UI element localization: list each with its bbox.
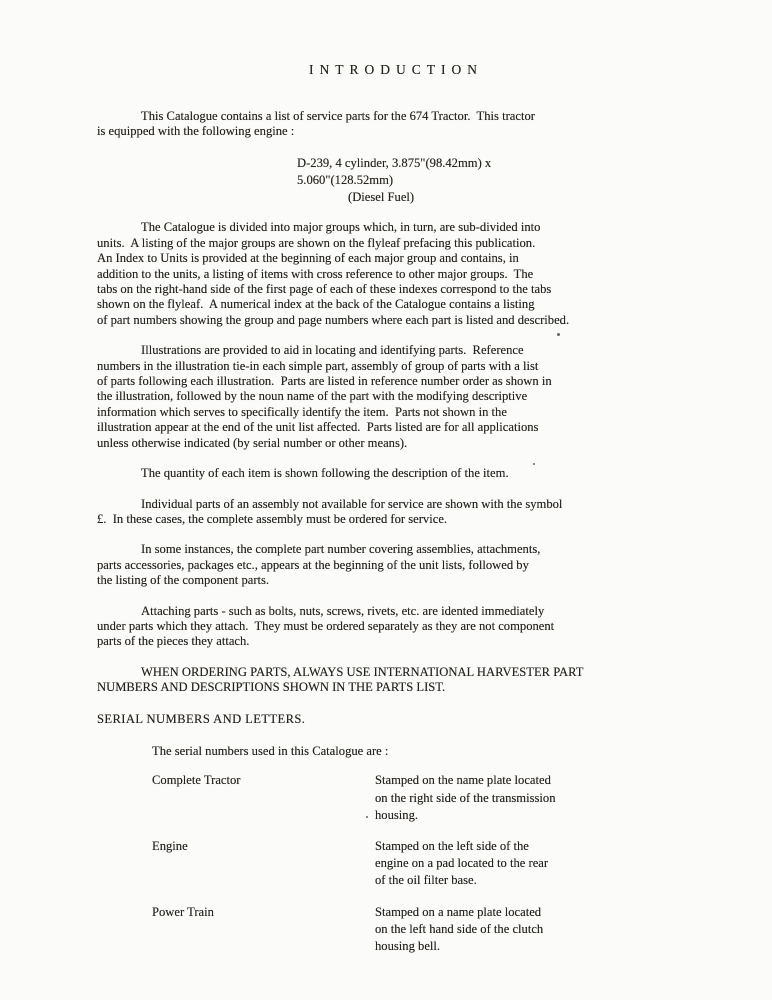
serial-item-description <box>375 772 556 824</box>
engine-spec-line: 5.060"(128.52mm) <box>297 173 394 188</box>
text-line: housing bell. <box>375 939 441 954</box>
serial-item-description <box>375 838 548 890</box>
paragraph-complete-part-number <box>97 542 677 588</box>
text-line: of part numbers showing the group and page numbers where each part is listed and described. <box>97 312 570 327</box>
scan-speck <box>557 333 560 336</box>
engine-spec-line: D-239, 4 cylinder, 3.875"(98.42mm) x <box>297 155 492 170</box>
paragraph-intro <box>97 109 677 140</box>
text-line: parts accessories, packages etc., appears at the beginning of the unit lists, followed by <box>97 557 529 572</box>
serial-section-intro: The serial numbers used in this Catalogue are : <box>152 743 389 758</box>
serial-item-description <box>375 904 543 956</box>
serial-table <box>152 772 677 955</box>
text-line: parts of the pieces they attach. <box>97 634 250 649</box>
engine-spec-line: (Diesel Fuel) <box>348 190 415 205</box>
text-line: on the left hand side of the clutch <box>375 921 544 936</box>
text-line: Stamped on the name plate located <box>375 773 551 788</box>
text-line: In some instances, the complete part number covering assemblies, attachments, <box>141 542 541 557</box>
serial-table-row <box>152 838 677 890</box>
text-line: information which serves to specifically identify the item. Parts not shown in the <box>97 404 507 419</box>
text-line: under parts which they attach. They must be ordered separately as they are not component <box>97 618 555 633</box>
text-line: tabs on the right-hand side of the first page of each of these indexes correspond to the tabs <box>97 282 552 297</box>
text-line: engine on a pad located to the rear <box>375 856 549 871</box>
paragraph-illustrations <box>97 343 677 451</box>
text-line: unless otherwise indicated (by serial number or other means). <box>97 435 408 450</box>
text-line: An Index to Units is provided at the beginning of each major group and contains, in <box>97 251 519 266</box>
text-line: £. In these cases, the complete assembly must be ordered for service. <box>97 511 448 526</box>
text-line: Illustrations are provided to aid in locating and identifying parts. Reference <box>141 343 524 358</box>
serial-item-label: Complete Tractor <box>152 773 241 788</box>
text-line: The quantity of each item is shown following the description of the item. <box>141 466 509 481</box>
serial-section-heading: SERIAL NUMBERS AND LETTERS. <box>97 711 306 726</box>
text-line: units. A listing of the major groups are shown on the flyleaf prefacing this publication. <box>97 235 536 250</box>
serial-item-label: Power Train <box>152 904 214 919</box>
text-line: of the oil filter base. <box>375 873 477 888</box>
text-line: the listing of the component parts. <box>97 573 270 588</box>
paragraph-quantity <box>97 466 677 481</box>
paragraph-catalogue-structure <box>97 220 677 328</box>
text-line: on the right side of the transmission <box>375 790 556 805</box>
text-line: Attaching parts - such as bolts, nuts, screws, rivets, etc. are idented immediately <box>141 603 545 618</box>
text-line: addition to the units, a listing of items with cross reference to other major groups. The <box>97 266 534 281</box>
text-line: shown on the flyleaf. A numerical index at the back of the Catalogue contains a listing <box>97 297 535 312</box>
text-line: This Catalogue contains a list of service parts for the 674 Tractor. This tractor <box>141 109 535 123</box>
text-line: illustration appear at the end of the unit list affected. Parts listed are for all applications <box>97 420 539 435</box>
paragraph-attaching-parts <box>97 604 677 650</box>
paragraph-ordering-notice <box>97 665 677 696</box>
engine-spec-block <box>297 155 677 207</box>
text-line: Stamped on the left side of the <box>375 839 529 853</box>
serial-table-row <box>152 904 677 956</box>
scan-speck <box>366 816 368 818</box>
text-line: The Catalogue is divided into major groups which, in turn, are sub-divided into <box>141 220 541 235</box>
serial-table-row <box>152 772 677 824</box>
text-line: of parts following each illustration. Parts are listed in reference number order as shown in <box>97 374 552 389</box>
text-line: numbers in the illustration tie-in each simple part, assembly of group of parts with a list <box>97 358 539 373</box>
text-line: housing. <box>375 807 419 822</box>
text-line: NUMBERS AND DESCRIPTIONS SHOWN IN THE PARTS LIST. <box>97 680 446 695</box>
serial-item-label: Engine <box>152 839 188 853</box>
scan-speck <box>533 463 535 465</box>
page-title: INTRODUCTION <box>309 62 483 77</box>
text-line: Stamped on a name plate located <box>375 904 542 919</box>
text-line: Individual parts of an assembly not available for service are shown with the symbol <box>141 496 563 511</box>
text-line: WHEN ORDERING PARTS, ALWAYS USE INTERNATIONAL HARVESTER PART <box>141 664 584 679</box>
text-line: is equipped with the following engine : <box>97 124 295 139</box>
paragraph-symbol-note <box>97 497 677 528</box>
text-line: the illustration, followed by the noun name of the part with the modifying descriptive <box>97 389 528 404</box>
